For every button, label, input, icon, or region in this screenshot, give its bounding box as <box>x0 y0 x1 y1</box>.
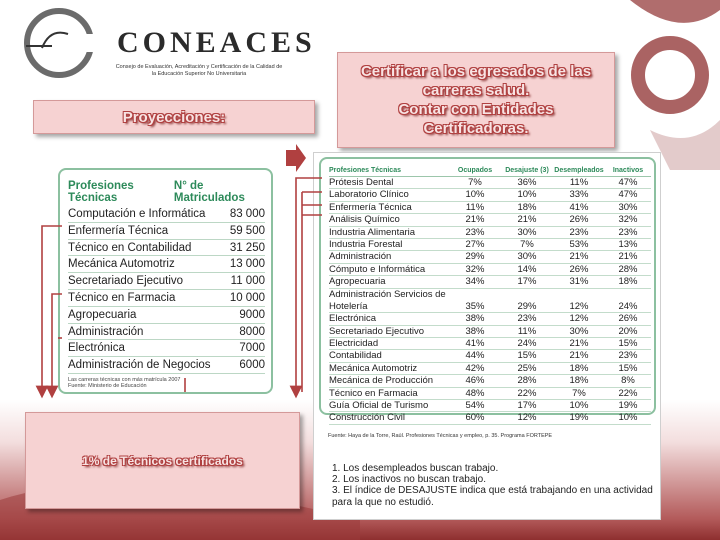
enrollment-table <box>58 168 273 394</box>
profession-cell: Administración <box>329 251 449 263</box>
logo-title: CONEACES <box>117 26 316 59</box>
profession-cell: Guía Oficial de Turismo <box>329 400 449 412</box>
note-item: 2. Los inactivos no buscan trabajo. <box>332 474 486 486</box>
percentage-cell: 31% <box>553 276 605 288</box>
profession-name: Técnico en Farmacia <box>68 291 176 304</box>
enrolled-count: 6000 <box>239 359 265 372</box>
percentage-cell: 21% <box>553 350 605 362</box>
profession-name: Administración <box>68 325 144 338</box>
profession-name: Computación e Informática <box>68 208 206 220</box>
enrolled-count: 31 250 <box>229 241 265 254</box>
percentage-cell: 26% <box>553 264 605 276</box>
profession-cell: Agropecuaria <box>329 276 449 288</box>
percentage-cell: 23% <box>605 227 651 239</box>
profession-name: Enfermería Técnica <box>68 224 169 237</box>
percentage-cell: 46% <box>449 375 501 387</box>
percentage-cell: 27% <box>449 239 501 251</box>
percentage-cell: 15% <box>501 350 553 362</box>
percentage-cell: 7% <box>553 388 605 400</box>
percentage-cell: 19% <box>553 412 605 424</box>
arrow-right-icon <box>286 144 306 172</box>
enrolled-count: 59 500 <box>229 224 265 237</box>
percentage-cell: 21% <box>501 214 553 226</box>
percentage-cell: 48% <box>449 388 501 400</box>
profession-name: Administración de Negocios <box>68 359 211 372</box>
percentage-cell: 32% <box>449 264 501 276</box>
logo-subtitle: Consejo de Evaluación, Acreditación y Certificación de la Calidad de la Educación Superior No Universitaria <box>115 64 283 77</box>
percentage-cell: 35% <box>449 289 501 314</box>
column-header: Desajuste (3) <box>501 167 553 177</box>
percentage-cell: 10% <box>605 412 651 424</box>
profession-cell: Análisis Químico <box>329 214 449 226</box>
percentage-cell: 14% <box>501 264 553 276</box>
percentage-cell: 21% <box>449 214 501 226</box>
percentage-cell: 38% <box>449 313 501 325</box>
percentage-cell: 18% <box>605 276 651 288</box>
profession-name: Agropecuaria <box>68 308 137 321</box>
profession-name: Secretariado Ejecutivo <box>68 275 184 288</box>
percentage-cell: 17% <box>501 276 553 288</box>
percentage-cell: 41% <box>553 202 605 214</box>
percentage-cell: 10% <box>449 189 501 201</box>
goal-line-4: Certificadoras. <box>423 120 529 137</box>
percentage-cell: 32% <box>605 214 651 226</box>
profession-name: Mecánica Automotriz <box>68 258 175 271</box>
percentage-cell: 24% <box>501 338 553 350</box>
percentage-cell: 33% <box>553 189 605 201</box>
percentage-cell: 18% <box>553 363 605 375</box>
percentage-cell: 26% <box>553 214 605 226</box>
percentage-cell: 7% <box>449 177 501 189</box>
projections-label: Proyecciones: <box>122 108 226 126</box>
percentage-cell: 23% <box>605 350 651 362</box>
percentage-cell: 22% <box>605 388 651 400</box>
goal-line-2: carreras salud. <box>422 82 530 99</box>
percentage-cell: 10% <box>553 400 605 412</box>
percentage-cell: 44% <box>449 350 501 362</box>
percentage-cell: 11% <box>449 202 501 214</box>
table-row <box>68 206 265 223</box>
profession-cell: Cómputo e Informática <box>329 264 449 276</box>
note-line-1: Las carreras técnicas con más matrícula 2007 <box>68 376 181 383</box>
percentage-cell: 11% <box>501 326 553 338</box>
percentage-cell: 12% <box>501 412 553 424</box>
percentage-cell: 38% <box>449 326 501 338</box>
decorative-corner-emblem <box>610 0 720 170</box>
table-row <box>68 290 265 307</box>
percentage-cell: 36% <box>501 177 553 189</box>
percentage-cell: 29% <box>449 251 501 263</box>
percentage-cell: 11% <box>553 177 605 189</box>
percentage-cell: 19% <box>605 400 651 412</box>
table-row <box>68 256 265 273</box>
percentage-cell: 60% <box>449 412 501 424</box>
note-item: 3. El índice de DESAJUSTE indica que está trabajando en una actividad para la que no estudió. <box>332 485 653 508</box>
percentage-cell: 34% <box>449 276 501 288</box>
profession-cell: Construcción Civil <box>329 412 449 424</box>
enrollment-table-header <box>68 180 265 204</box>
table-row <box>68 240 265 257</box>
enrolled-count: 83 000 <box>229 208 265 220</box>
profession-name: Técnico en Contabilidad <box>68 241 192 254</box>
percentage-cell: 12% <box>553 289 605 314</box>
percentage-cell: 21% <box>605 251 651 263</box>
header-professions: Profesiones Técnicas <box>68 180 134 204</box>
column-header: Profesiones Técnicas <box>329 167 449 177</box>
enrolled-count: 8000 <box>239 325 265 338</box>
profession-cell: Contabilidad <box>329 350 449 362</box>
column-header: Ocupados <box>449 167 501 177</box>
percentage-cell: 23% <box>501 313 553 325</box>
percentage-cell: 24% <box>605 289 651 314</box>
percentage-cell: 53% <box>553 239 605 251</box>
percentage-cell: 20% <box>605 326 651 338</box>
employment-table-source: Fuente: Haya de la Torre, Raúl. Profesiones Técnicas y empleo, p. 35. Programa FORTEPE <box>328 433 553 439</box>
table-row <box>68 340 265 357</box>
percentage-cell: 42% <box>449 363 501 375</box>
table-row <box>68 307 265 324</box>
enrolled-count: 7000 <box>239 342 265 355</box>
percentage-cell: 21% <box>553 251 605 263</box>
enrollment-table-note <box>68 377 265 390</box>
percentage-cell: 54% <box>449 400 501 412</box>
percentage-cell: 17% <box>501 400 553 412</box>
enrolled-count: 13 000 <box>229 258 265 271</box>
coneaces-logo <box>22 6 316 80</box>
percentage-cell: 15% <box>605 363 651 375</box>
percentage-cell: 30% <box>501 251 553 263</box>
profession-cell: Industria Forestal <box>329 239 449 251</box>
profession-name: Electrónica <box>68 342 125 355</box>
profession-cell: Secretariado Ejecutivo <box>329 326 449 338</box>
percentage-cell: 28% <box>605 264 651 276</box>
certified-label: 1% de Técnicos certificados <box>82 453 243 468</box>
percentage-cell: 25% <box>501 363 553 375</box>
logo-emblem-icon <box>22 6 96 80</box>
percentage-cell: 12% <box>553 313 605 325</box>
goal-line-3: Contar con Entidades <box>398 101 554 118</box>
percentage-cell: 23% <box>553 227 605 239</box>
percentage-cell: 29% <box>501 289 553 314</box>
table-row <box>68 324 265 341</box>
column-header: Inactivos <box>605 167 651 177</box>
percentage-cell: 47% <box>605 177 651 189</box>
column-header: Desempleados <box>553 167 605 177</box>
profession-cell: Mecánica de Producción <box>329 375 449 387</box>
percentage-cell: 13% <box>605 239 651 251</box>
percentage-cell: 23% <box>449 227 501 239</box>
table-row <box>68 223 265 240</box>
profession-cell: Técnico en Farmacia <box>329 388 449 400</box>
note-line-2: Fuente: Ministerio de Educación <box>68 383 147 390</box>
profession-cell: Laboratorio Clínico <box>329 189 449 201</box>
percentage-cell: 21% <box>553 338 605 350</box>
percentage-cell: 28% <box>501 375 553 387</box>
percentage-cell: 15% <box>605 338 651 350</box>
table-row <box>68 273 265 290</box>
percentage-cell: 41% <box>449 338 501 350</box>
percentage-cell: 10% <box>501 189 553 201</box>
profession-cell: Electricidad <box>329 338 449 350</box>
employment-table <box>319 157 656 424</box>
percentage-cell: 26% <box>605 313 651 325</box>
enrolled-count: 11 000 <box>230 275 265 288</box>
goal-callout-box <box>337 52 615 148</box>
profession-cell: Electrónica <box>329 313 449 325</box>
table-row <box>68 357 265 374</box>
profession-cell: Prótesis Dental <box>329 177 449 189</box>
header-enrolled: N° de Matriculados <box>173 180 245 204</box>
percentage-cell: 8% <box>605 375 651 387</box>
percentage-cell: 30% <box>605 202 651 214</box>
note-item: 1. Los desempleados buscan trabajo. <box>332 463 499 474</box>
percentage-cell: 47% <box>605 189 651 201</box>
percentage-cell: 30% <box>501 227 553 239</box>
percentage-cell: 7% <box>501 239 553 251</box>
goal-line-1: Certificar a los egresados de las <box>360 63 592 80</box>
percentage-cell: 30% <box>553 326 605 338</box>
enrolled-count: 10 000 <box>229 291 265 304</box>
profession-cell: Enfermería Técnica <box>329 202 449 214</box>
certified-callout-box <box>25 412 300 509</box>
percentage-cell: 18% <box>553 375 605 387</box>
employment-table-panel <box>313 152 661 520</box>
profession-cell: Administración Servicios de Hotelería <box>329 289 449 314</box>
projections-callout-box <box>33 100 315 134</box>
percentage-cell: 18% <box>501 202 553 214</box>
enrolled-count: 9000 <box>239 308 265 321</box>
profession-cell: Mecánica Automotriz <box>329 363 449 375</box>
percentage-cell: 22% <box>501 388 553 400</box>
profession-cell: Industria Alimentaria <box>329 227 449 239</box>
employment-table-notes <box>332 463 657 508</box>
